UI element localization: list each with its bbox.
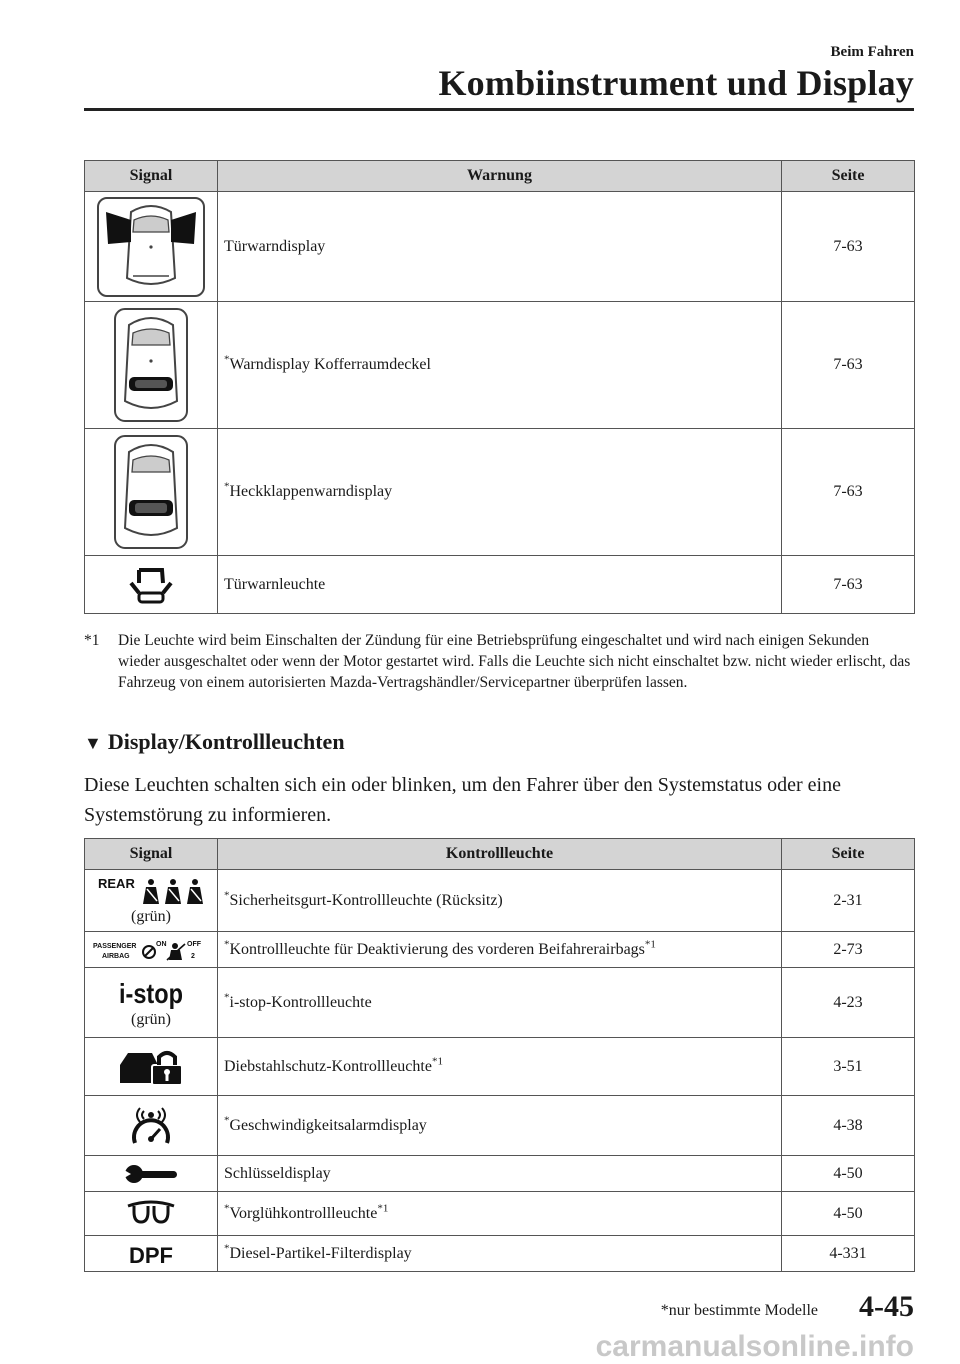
door-warning-icon: [129, 565, 173, 605]
page-ref: 4-50: [782, 1156, 915, 1192]
table-row: Diebstahlschutz-Kontrollleuchte$^{*1}$ 3-51: [85, 1038, 915, 1096]
wrench-icon: [123, 1164, 179, 1184]
table-row: [85, 1156, 915, 1192]
car-liftgate-open-icon: [115, 436, 187, 548]
page-ref: 2-31: [782, 870, 915, 932]
car-doors-open-icon: [98, 198, 204, 296]
rear-seatbelt-icon: [96, 876, 206, 906]
table-row: i-stop (grün) *i-stop-Kontrollleuchte 4-23: [85, 968, 915, 1038]
svg-text:REAR: REAR: [98, 875, 135, 891]
svg-text:2: 2: [191, 952, 195, 960]
svg-text:ON: ON: [156, 940, 167, 948]
table-row: [85, 556, 915, 614]
car-trunk-open-icon: [115, 309, 187, 421]
indicator-label: Geschwindigkeitsalarmdisplay: [229, 1116, 427, 1134]
svg-text:PASSENGER: PASSENGER: [93, 942, 137, 950]
table-row: PASSENGER AIRBAG ON OFF 2 *Kontrollleuchte für Deaktivierung des vorderen Beifahrerairbags$^{*1}$ 2-73: [85, 932, 915, 968]
svg-text:AIRBAG: AIRBAG: [102, 952, 130, 960]
indicator-table: [84, 838, 915, 1272]
svg-text:OFF: OFF: [187, 940, 201, 948]
page-ref: 4-331: [782, 1236, 915, 1272]
color-note: (grün): [131, 907, 171, 925]
indicator-label: i-stop-Kontrollleuchte: [229, 993, 372, 1011]
page-ref: 7-63: [782, 302, 915, 429]
svg-text:DPF: DPF: [129, 1242, 173, 1268]
page-ref: 7-63: [782, 192, 915, 302]
svg-text:i-stop: i-stop: [119, 977, 183, 1009]
page-ref: 4-50: [782, 1192, 915, 1236]
footnote: [84, 630, 915, 693]
warning-label: Türwarnleuchte: [224, 575, 326, 593]
header-subtitle: Beim Fahren: [830, 44, 914, 60]
section-title: Display/Kontrollleuchten: [107, 729, 345, 754]
color-note: (grün): [131, 1010, 171, 1028]
table-row: *Warndisplay Kofferraumdeckel 7-63: [85, 302, 915, 429]
page-ref: 7-63: [782, 556, 915, 614]
page-ref: 4-38: [782, 1096, 915, 1156]
page-number: 4-45: [859, 1290, 914, 1323]
column-header-signal: Signal: [85, 161, 218, 192]
i-stop-icon: [118, 977, 184, 1009]
column-header-seite: Seite: [782, 161, 915, 192]
table-row: REAR (grün) *Sicherheitsgurt-Kontrollleuchte (Rücksitz) 2-31: [85, 870, 915, 932]
page-title: Kombiinstrument und Display: [438, 63, 914, 103]
immobilizer-icon: [118, 1047, 184, 1087]
watermark: carmanualsonline.info: [595, 1330, 914, 1363]
column-header-warnung: Warnung: [218, 161, 782, 192]
column-header-kontrollleuchte: Kontrollleuchte: [218, 839, 782, 870]
indicator-label: Schlüsseldisplay: [224, 1164, 331, 1182]
speed-alarm-icon: [126, 1103, 176, 1149]
table-header-row: [85, 839, 915, 870]
section-heading: [84, 729, 345, 755]
page-ref: 7-63: [782, 429, 915, 556]
warning-label: Warndisplay Kofferraumdeckel: [229, 356, 431, 373]
indicator-label: Vorglühkontrollleuchte: [229, 1204, 378, 1222]
column-header-seite: Seite: [782, 839, 915, 870]
warning-label: Heckklappenwarndisplay: [229, 483, 393, 500]
page-ref: 3-51: [782, 1038, 915, 1096]
warning-label: Türwarndisplay: [224, 237, 326, 255]
table-row: [85, 192, 915, 302]
warning-table: [84, 160, 915, 614]
triangle-marker-icon: ▼: [84, 733, 102, 753]
column-header-signal: Signal: [85, 839, 218, 870]
page-ref: 4-23: [782, 968, 915, 1038]
footnote-mark: *1: [84, 632, 100, 649]
table-row: *Vorglühkontrollleuchte$^{*1}$ 4-50: [85, 1192, 915, 1236]
footnote-text: Die Leuchte wird beim Einschalten der Zündung für eine Betriebsprüfung eingeschaltet und wird nach einigen Sekunden wieder ausgeschaltet oder wenn der Motor gestartet wird. Falls die Leuchte sich nicht einschaltet bzw. nicht wieder erlischt, das Fahrzeug von einem autorisierten Mazda-Vertragshändler/Servicepartner überprüfen lassen.: [118, 632, 911, 691]
indicator-label: Diebstahlschutz-Kontrollleuchte: [224, 1057, 432, 1075]
table-row: *Geschwindigkeitsalarmdisplay 4-38: [85, 1096, 915, 1156]
page-ref: 2-73: [782, 932, 915, 968]
table-row: DPF *Diesel-Partikel-Filterdisplay 4-331: [85, 1236, 915, 1272]
indicator-label: Kontrollleuchte für Deaktivierung des vorderen Beifahrerairbags: [229, 940, 645, 958]
dpf-icon: [123, 1242, 179, 1266]
glow-plug-icon: [126, 1200, 176, 1228]
table-row: *Heckklappenwarndisplay 7-63: [85, 429, 915, 556]
header-rule: [84, 108, 914, 111]
footer-note: *nur bestimmte Modelle: [660, 1302, 818, 1319]
indicator-label: Sicherheitsgurt-Kontrollleuchte (Rücksitz): [229, 891, 503, 909]
passenger-airbag-icon: [93, 938, 209, 962]
section-paragraph: Diese Leuchten schalten sich ein oder blinken, um den Fahrer über den Systemstatus oder eine Systemstörung zu informieren.: [84, 774, 841, 826]
indicator-label: Diesel-Partikel-Filterdisplay: [229, 1244, 412, 1262]
table-header-row: [85, 161, 915, 192]
